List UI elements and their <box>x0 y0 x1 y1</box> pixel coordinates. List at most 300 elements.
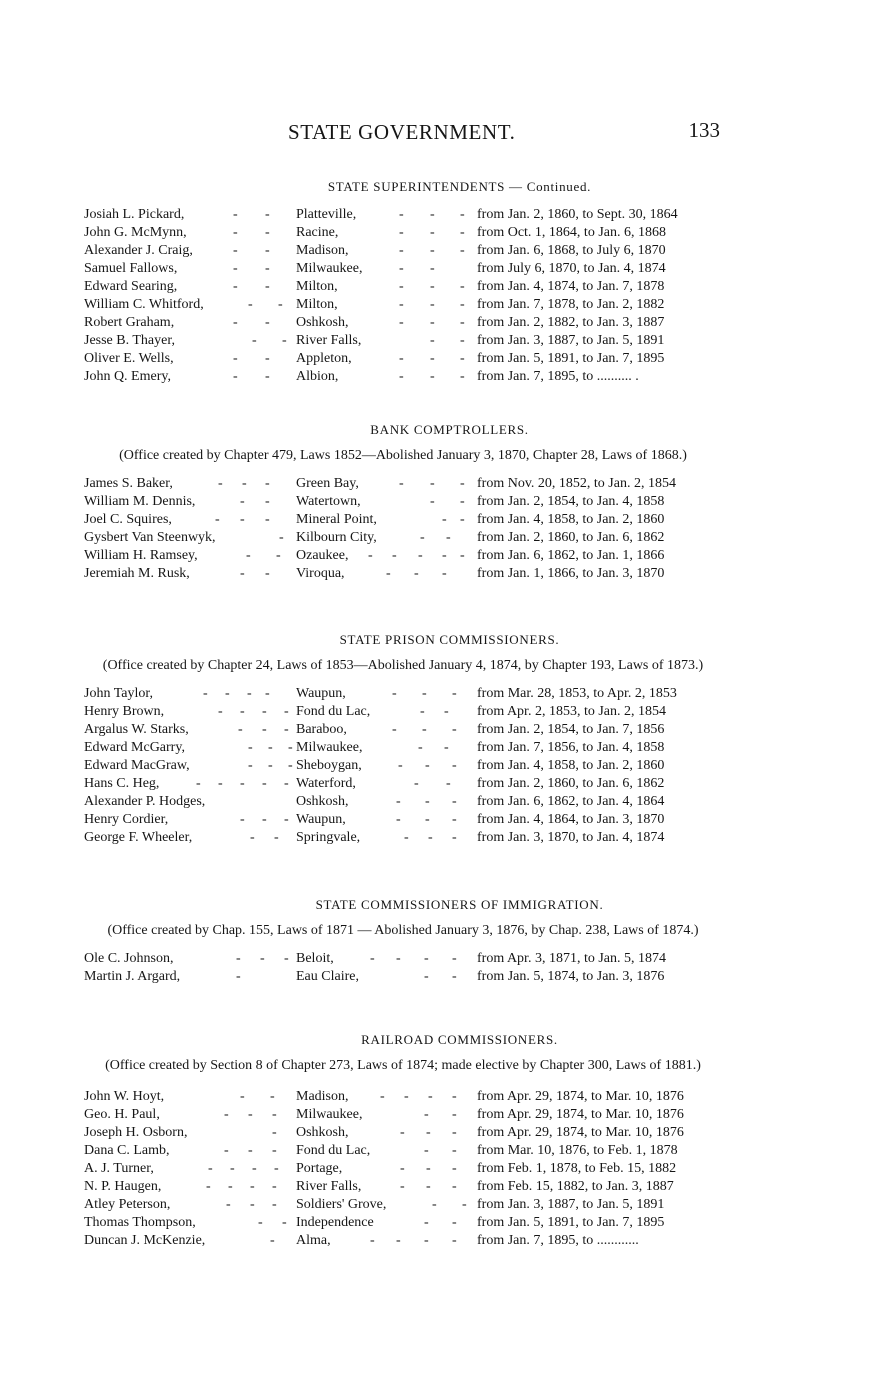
leader-dash: - <box>218 476 223 491</box>
leader-dash: - <box>446 776 451 791</box>
leader-dash: - <box>414 566 419 581</box>
leader-dash: - <box>460 333 465 348</box>
leader-dash: - <box>260 951 265 966</box>
leader-dash: - <box>242 476 247 491</box>
leader-dash: - <box>240 1089 245 1104</box>
leader-dash: - <box>215 512 220 527</box>
list-item <box>0 350 869 368</box>
officer-residence: Waupun, <box>296 812 346 827</box>
officer-name: Joseph H. Osborn, <box>84 1125 188 1140</box>
leader-dash: - <box>424 969 429 984</box>
leader-dash: - <box>368 548 373 563</box>
officer-name: Joel C. Squires, <box>84 512 172 527</box>
leader-dash: - <box>460 494 465 509</box>
leader-dash: - <box>272 1143 277 1158</box>
leader-dash: - <box>274 1161 279 1176</box>
officer-name: Oliver E. Wells, <box>84 351 174 366</box>
leader-dash: - <box>460 351 465 366</box>
term-of-office: from Jan. 4, 1858, to Jan. 2, 1860 <box>477 758 665 773</box>
list-item <box>0 332 869 350</box>
officer-residence: Madison, <box>296 243 349 258</box>
leader-dash: - <box>265 566 270 581</box>
officer-residence: Eau Claire, <box>296 969 359 984</box>
leader-dash: - <box>444 704 449 719</box>
term-of-office: from Jan. 2, 1854, to Jan. 4, 1858 <box>477 494 665 509</box>
section-note: (Office created by Chapter 479, Laws 1852—Abolished January 3, 1870, Chapter 28, Laws of 1868.) <box>119 448 687 463</box>
term-of-office: from Jan. 2, 1854, to Jan. 7, 1856 <box>477 722 665 737</box>
term-of-office: from Jan. 2, 1860, to Sept. 30, 1864 <box>477 207 678 222</box>
term-of-office: from Jan. 7, 1856, to Jan. 4, 1858 <box>477 740 665 755</box>
leader-dash: - <box>248 1107 253 1122</box>
leader-dash: - <box>240 494 245 509</box>
leader-dash: - <box>460 297 465 312</box>
list-item <box>0 1232 869 1250</box>
officer-name: Jesse B. Thayer, <box>84 333 175 348</box>
leader-dash: - <box>452 1107 457 1122</box>
leader-dash: - <box>460 279 465 294</box>
officer-residence: Oshkosh, <box>296 1125 349 1140</box>
officer-name: John G. McMynn, <box>84 225 187 240</box>
officer-residence: Watertown, <box>296 494 361 509</box>
list-item <box>0 1178 869 1196</box>
leader-dash: - <box>262 722 267 737</box>
list-item <box>0 1160 869 1178</box>
term-of-office: from Apr. 2, 1853, to Jan. 2, 1854 <box>477 704 666 719</box>
officer-residence: Soldiers' Grove, <box>296 1197 387 1212</box>
leader-dash: - <box>460 548 465 563</box>
list-item <box>0 278 869 296</box>
officer-name: Alexander J. Craig, <box>84 243 193 258</box>
leader-dash: - <box>265 351 270 366</box>
term-of-office: from Nov. 20, 1852, to Jan. 2, 1854 <box>477 476 676 491</box>
leader-dash: - <box>258 1215 263 1230</box>
leader-dash: - <box>400 1125 405 1140</box>
section-bank-comptrollers <box>0 421 869 583</box>
list-item <box>0 547 869 565</box>
term-of-office: from Jan. 2, 1860, to Jan. 6, 1862 <box>477 776 665 791</box>
officer-residence: Mineral Point, <box>296 512 377 527</box>
leader-dash: - <box>233 243 238 258</box>
page-number: 133 <box>688 118 720 142</box>
leader-dash: - <box>399 297 404 312</box>
leader-dash: - <box>424 1107 429 1122</box>
officer-residence: Fond du Lac, <box>296 704 371 719</box>
leader-dash: - <box>418 740 423 755</box>
officer-residence: Waterford, <box>296 776 356 791</box>
list-item <box>0 968 869 986</box>
officer-residence: Fond du Lac, <box>296 1143 371 1158</box>
leader-dash: - <box>396 794 401 809</box>
term-of-office: from Jan. 6, 1868, to July 6, 1870 <box>477 243 666 258</box>
entry-list <box>0 475 869 583</box>
officer-name: William M. Dennis, <box>84 494 196 509</box>
leader-dash: - <box>274 830 279 845</box>
leader-dash: - <box>460 512 465 527</box>
leader-dash: - <box>233 279 238 294</box>
leader-dash: - <box>265 369 270 384</box>
leader-dash: - <box>420 530 425 545</box>
section-title: STATE COMMISSIONERS OF IMMIGRATION. <box>315 897 604 912</box>
leader-dash: - <box>262 812 267 827</box>
running-title: STATE GOVERNMENT. <box>288 120 516 144</box>
leader-dash: - <box>462 1197 467 1212</box>
term-of-office: from Jan. 6, 1862, to Jan. 1, 1866 <box>477 548 665 563</box>
term-of-office: from Jan. 7, 1895, to ............ <box>477 1233 639 1248</box>
leader-dash: - <box>284 776 289 791</box>
leader-dash: - <box>278 297 283 312</box>
list-item <box>0 703 869 721</box>
leader-dash: - <box>430 279 435 294</box>
leader-dash: - <box>424 1233 429 1248</box>
section-state-prison-commissioners <box>0 631 869 847</box>
leader-dash: - <box>460 369 465 384</box>
leader-dash: - <box>428 1089 433 1104</box>
leader-dash: - <box>236 951 241 966</box>
leader-dash: - <box>272 1179 277 1194</box>
leader-dash: - <box>284 704 289 719</box>
list-item <box>0 493 869 511</box>
leader-dash: - <box>265 243 270 258</box>
term-of-office: from Jan. 3, 1887, to Jan. 5, 1891 <box>477 1197 665 1212</box>
leader-dash: - <box>246 548 251 563</box>
list-item <box>0 1196 869 1214</box>
officer-name: Robert Graham, <box>84 315 175 330</box>
list-item <box>0 1214 869 1232</box>
officer-residence: Milwaukee, <box>296 740 363 755</box>
section-title: STATE SUPERINTENDENTS — Continued. <box>327 179 592 194</box>
officer-name: Thomas Thompson, <box>84 1215 196 1230</box>
leader-dash: - <box>460 476 465 491</box>
term-of-office: from Jan. 2, 1860, to Jan. 6, 1862 <box>477 530 665 545</box>
section-note: (Office created by Chap. 155, Laws of 1871 — Abolished January 3, 1876, by Chap. 238, Laws of 1874.) <box>107 923 699 938</box>
leader-dash: - <box>430 494 435 509</box>
leader-dash: - <box>452 1161 457 1176</box>
leader-dash: - <box>272 1197 277 1212</box>
leader-dash: - <box>282 1215 287 1230</box>
term-of-office: from Jan. 3, 1870, to Jan. 4, 1874 <box>477 830 665 845</box>
leader-dash: - <box>288 758 293 773</box>
leader-dash: - <box>399 207 404 222</box>
leader-dash: - <box>426 1161 431 1176</box>
leader-dash: - <box>424 1143 429 1158</box>
leader-dash: - <box>392 686 397 701</box>
leader-dash: - <box>265 315 270 330</box>
officer-residence: Independence <box>296 1215 374 1230</box>
leader-dash: - <box>248 758 253 773</box>
officer-name: John Q. Emery, <box>84 369 171 384</box>
list-item <box>0 793 869 811</box>
leader-dash: - <box>240 812 245 827</box>
officer-residence: Racine, <box>296 225 339 240</box>
leader-dash: - <box>422 686 427 701</box>
officer-residence: River Falls, <box>296 1179 362 1194</box>
leader-dash: - <box>228 1179 233 1194</box>
leader-dash: - <box>282 333 287 348</box>
leader-dash: - <box>396 951 401 966</box>
leader-dash: - <box>452 969 457 984</box>
leader-dash: - <box>262 704 267 719</box>
officer-residence: Ozaukee, <box>296 548 349 563</box>
leader-dash: - <box>224 1143 229 1158</box>
leader-dash: - <box>444 740 449 755</box>
leader-dash: - <box>430 333 435 348</box>
leader-dash: - <box>430 207 435 222</box>
leader-dash: - <box>265 476 270 491</box>
leader-dash: - <box>452 1143 457 1158</box>
term-of-office: from Mar. 28, 1853, to Apr. 2, 1853 <box>477 686 677 701</box>
leader-dash: - <box>226 1197 231 1212</box>
leader-dash: - <box>252 1161 257 1176</box>
leader-dash: - <box>424 1215 429 1230</box>
term-of-office: from Jan. 2, 1882, to Jan. 3, 1887 <box>477 315 665 330</box>
leader-dash: - <box>240 512 245 527</box>
section-state-superintendents <box>0 178 869 386</box>
leader-dash: - <box>452 830 457 845</box>
leader-dash: - <box>233 225 238 240</box>
list-item <box>0 1088 869 1106</box>
leader-dash: - <box>240 566 245 581</box>
term-of-office: from Oct. 1, 1864, to Jan. 6, 1868 <box>477 225 666 240</box>
leader-dash: - <box>248 740 253 755</box>
list-item <box>0 757 869 775</box>
officer-residence: Milwaukee, <box>296 1107 363 1122</box>
leader-dash: - <box>252 333 257 348</box>
leader-dash: - <box>399 279 404 294</box>
list-item <box>0 475 869 493</box>
term-of-office: from Jan. 5, 1874, to Jan. 3, 1876 <box>477 969 665 984</box>
officer-residence: Milwaukee, <box>296 261 363 276</box>
leader-dash: - <box>265 279 270 294</box>
leader-dash: - <box>426 1179 431 1194</box>
leader-dash: - <box>442 512 447 527</box>
leader-dash: - <box>284 812 289 827</box>
list-item <box>0 511 869 529</box>
leader-dash: - <box>370 1233 375 1248</box>
term-of-office: from Jan. 4, 1858, to Jan. 2, 1860 <box>477 512 665 527</box>
officer-name: Duncan J. McKenzie, <box>84 1233 206 1248</box>
page-header <box>0 120 869 150</box>
term-of-office: from Feb. 1, 1878, to Feb. 15, 1882 <box>477 1161 677 1176</box>
leader-dash: - <box>418 548 423 563</box>
officer-residence: Appleton, <box>296 351 352 366</box>
officer-name: Henry Brown, <box>84 704 165 719</box>
section-commissioners-of-immigration <box>0 896 869 986</box>
leader-dash: - <box>250 1197 255 1212</box>
term-of-office: from Jan. 1, 1866, to Jan. 3, 1870 <box>477 566 665 581</box>
term-of-office: from Apr. 3, 1871, to Jan. 5, 1874 <box>477 951 666 966</box>
term-of-office: from Mar. 10, 1876, to Feb. 1, 1878 <box>477 1143 678 1158</box>
officer-name: William C. Whitford, <box>84 297 204 312</box>
leader-dash: - <box>430 315 435 330</box>
leader-dash: - <box>233 207 238 222</box>
section-title: STATE PRISON COMMISSIONERS. <box>339 632 560 647</box>
officer-residence: Madison, <box>296 1089 349 1104</box>
leader-dash: - <box>452 812 457 827</box>
term-of-office: from Jan. 5, 1891, to Jan. 7, 1895 <box>477 351 665 366</box>
list-item <box>0 739 869 757</box>
leader-dash: - <box>233 351 238 366</box>
leader-dash: - <box>370 951 375 966</box>
term-of-office: from Jan. 4, 1874, to Jan. 7, 1878 <box>477 279 665 294</box>
leader-dash: - <box>248 297 253 312</box>
officer-name: Alexander P. Hodges, <box>84 794 206 809</box>
leader-dash: - <box>238 722 243 737</box>
list-item <box>0 260 869 278</box>
leader-dash: - <box>240 704 245 719</box>
entry-list <box>0 685 869 847</box>
leader-dash: - <box>250 830 255 845</box>
list-item <box>0 242 869 260</box>
list-item <box>0 296 869 314</box>
term-of-office: from Jan. 7, 1895, to .......... . <box>477 369 639 384</box>
leader-dash: - <box>404 1089 409 1104</box>
leader-dash: - <box>233 261 238 276</box>
leader-dash: - <box>432 1197 437 1212</box>
term-of-office: from Apr. 29, 1874, to Mar. 10, 1876 <box>477 1107 684 1122</box>
entry-list <box>0 950 869 986</box>
leader-dash: - <box>396 1233 401 1248</box>
leader-dash: - <box>399 476 404 491</box>
leader-dash: - <box>288 740 293 755</box>
section-title: RAILROAD COMMISSIONERS. <box>361 1032 558 1047</box>
list-item <box>0 950 869 968</box>
term-of-office: from July 6, 1870, to Jan. 4, 1874 <box>477 261 666 276</box>
term-of-office: from Feb. 15, 1882, to Jan. 3, 1887 <box>477 1179 674 1194</box>
leader-dash: - <box>420 704 425 719</box>
leader-dash: - <box>399 225 404 240</box>
leader-dash: - <box>400 1161 405 1176</box>
leader-dash: - <box>430 243 435 258</box>
officer-name: Samuel Fallows, <box>84 261 178 276</box>
leader-dash: - <box>452 794 457 809</box>
leader-dash: - <box>265 512 270 527</box>
leader-dash: - <box>236 969 241 984</box>
officer-name: Edward Searing, <box>84 279 178 294</box>
officer-name: James S. Baker, <box>84 476 173 491</box>
officer-residence: River Falls, <box>296 333 362 348</box>
officer-name: Edward McGarry, <box>84 740 185 755</box>
leader-dash: - <box>247 686 252 701</box>
list-item <box>0 721 869 739</box>
leader-dash: - <box>284 951 289 966</box>
leader-dash: - <box>399 261 404 276</box>
leader-dash: - <box>248 1143 253 1158</box>
officer-name: Edward MacGraw, <box>84 758 190 773</box>
term-of-office: from Jan. 6, 1862, to Jan. 4, 1864 <box>477 794 665 809</box>
section-note: (Office created by Section 8 of Chapter 273, Laws of 1874; made elective by Chapter 300, Laws of 1881.) <box>105 1058 701 1073</box>
leader-dash: - <box>284 722 289 737</box>
leader-dash: - <box>240 776 245 791</box>
leader-dash: - <box>270 1089 275 1104</box>
leader-dash: - <box>452 1179 457 1194</box>
list-item <box>0 206 869 224</box>
leader-dash: - <box>268 740 273 755</box>
leader-dash: - <box>392 722 397 737</box>
leader-dash: - <box>414 776 419 791</box>
list-item <box>0 829 869 847</box>
leader-dash: - <box>428 830 433 845</box>
list-item <box>0 775 869 793</box>
section-railroad-commissioners <box>0 1031 869 1250</box>
leader-dash: - <box>452 1215 457 1230</box>
leader-dash: - <box>265 686 270 701</box>
officer-name: William H. Ramsey, <box>84 548 198 563</box>
officer-name: N. P. Haugen, <box>84 1179 162 1194</box>
leader-dash: - <box>265 207 270 222</box>
officer-name: Martin J. Argard, <box>84 969 181 984</box>
leader-dash: - <box>265 225 270 240</box>
list-item <box>0 1142 869 1160</box>
leader-dash: - <box>203 686 208 701</box>
leader-dash: - <box>398 758 403 773</box>
officer-residence: Baraboo, <box>296 722 347 737</box>
leader-dash: - <box>399 243 404 258</box>
leader-dash: - <box>380 1089 385 1104</box>
leader-dash: - <box>442 548 447 563</box>
officer-name: A. J. Turner, <box>84 1161 154 1176</box>
list-item <box>0 1106 869 1124</box>
officer-residence: Green Bay, <box>296 476 359 491</box>
leader-dash: - <box>224 1107 229 1122</box>
leader-dash: - <box>262 776 267 791</box>
officer-name: Argalus W. Starks, <box>84 722 189 737</box>
list-item <box>0 368 869 386</box>
leader-dash: - <box>452 1233 457 1248</box>
officer-name: Henry Cordier, <box>84 812 169 827</box>
leader-dash: - <box>425 812 430 827</box>
officer-residence: Oshkosh, <box>296 315 349 330</box>
section-title: BANK COMPTROLLERS. <box>370 422 529 437</box>
officer-residence: Waupun, <box>296 686 346 701</box>
leader-dash: - <box>426 1125 431 1140</box>
officer-residence: Milton, <box>296 279 338 294</box>
officer-name: Hans C. Heg, <box>84 776 160 791</box>
officer-name: Dana C. Lamb, <box>84 1143 170 1158</box>
leader-dash: - <box>425 758 430 773</box>
leader-dash: - <box>452 758 457 773</box>
leader-dash: - <box>430 297 435 312</box>
leader-dash: - <box>452 722 457 737</box>
term-of-office: from Jan. 3, 1887, to Jan. 5, 1891 <box>477 333 665 348</box>
leader-dash: - <box>460 225 465 240</box>
leader-dash: - <box>233 315 238 330</box>
officer-name: Gysbert Van Steenwyk, <box>84 530 216 545</box>
leader-dash: - <box>396 812 401 827</box>
term-of-office: from Jan. 4, 1864, to Jan. 3, 1870 <box>477 812 665 827</box>
leader-dash: - <box>279 530 284 545</box>
officer-name: John W. Hoyt, <box>84 1089 165 1104</box>
term-of-office: from Jan. 7, 1878, to Jan. 2, 1882 <box>477 297 665 312</box>
leader-dash: - <box>460 207 465 222</box>
leader-dash: - <box>430 261 435 276</box>
officer-residence: Springvale, <box>296 830 361 845</box>
leader-dash: - <box>218 704 223 719</box>
leader-dash: - <box>225 686 230 701</box>
leader-dash: - <box>425 794 430 809</box>
officer-name: John Taylor, <box>84 686 153 701</box>
officer-residence: Albion, <box>296 369 339 384</box>
leader-dash: - <box>404 830 409 845</box>
leader-dash: - <box>400 1179 405 1194</box>
term-of-office: from Apr. 29, 1874, to Mar. 10, 1876 <box>477 1125 684 1140</box>
leader-dash: - <box>218 776 223 791</box>
leader-dash: - <box>272 1107 277 1122</box>
leader-dash: - <box>206 1179 211 1194</box>
leader-dash: - <box>272 1125 277 1140</box>
list-item <box>0 1124 869 1142</box>
leader-dash: - <box>268 758 273 773</box>
leader-dash: - <box>230 1161 235 1176</box>
